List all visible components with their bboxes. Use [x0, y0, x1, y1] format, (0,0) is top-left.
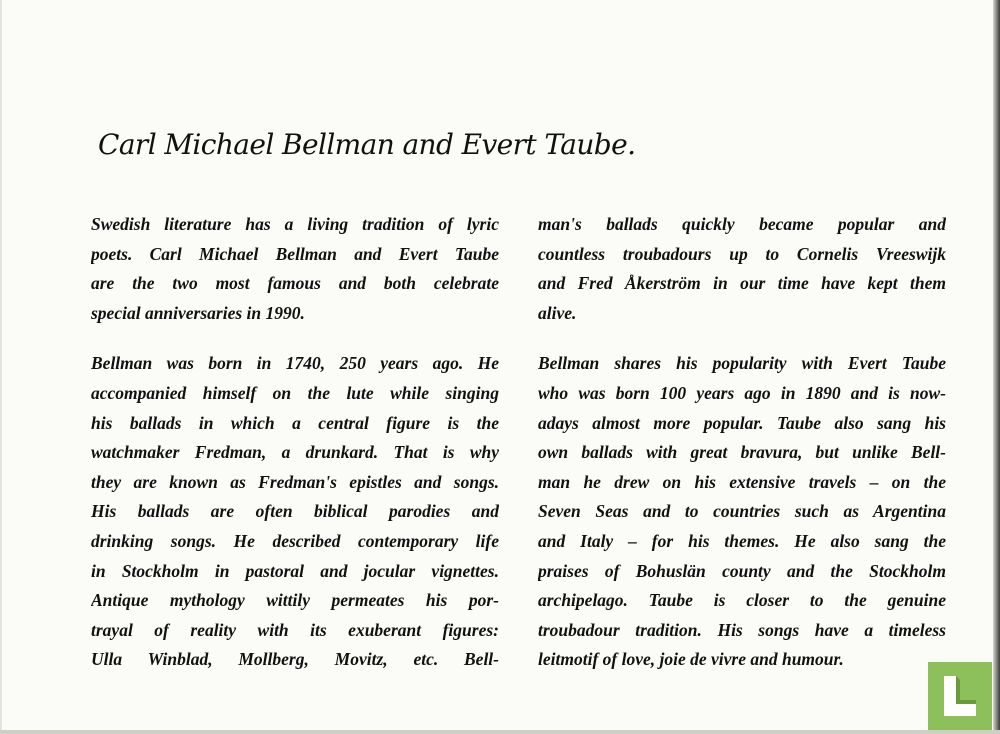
- right-column: [538, 210, 946, 675]
- text-line: troubadour tradition. His songs have a timeless: [538, 619, 946, 640]
- text-line: alive.: [538, 302, 577, 323]
- text-line: Bellman shares his popularity with Evert Taube: [538, 353, 946, 374]
- text-line: accompanied himself on the lute while singing: [91, 382, 499, 403]
- text-line: His ballads are often biblical parodies and: [91, 501, 499, 522]
- text-line: own ballads with great bravura, but unlike Bell-: [538, 442, 946, 463]
- letter-l-logo-icon: [942, 674, 978, 718]
- scan-left-edge: [0, 0, 2, 734]
- text-line: Swedish literature has a living tradition of lyric: [91, 214, 499, 234]
- text-line: Seven Seas and to countries such as Argentina: [538, 501, 946, 522]
- text-line: special anniversaries in 1990.: [91, 302, 305, 323]
- text-line: man's ballads quickly became popular and: [538, 214, 946, 234]
- text-line: poets. Carl Michael Bellman and Evert Taube: [91, 243, 499, 264]
- text-line: drinking songs. He described contemporary life: [91, 530, 499, 551]
- text-line: leitmotif of love, joie de vivre and humour.: [538, 649, 844, 670]
- scan-bottom-edge: [0, 730, 1000, 734]
- text-line: man he drew on his extensive travels – on the: [538, 471, 946, 492]
- text-line: and Italy – for his themes. He also sang the: [538, 530, 946, 551]
- page-title: Carl Michael Bellman and Evert Taube.: [98, 128, 636, 161]
- text-line: Bellman was born in 1740, 250 years ago. He: [91, 353, 499, 374]
- text-line: trayal of reality with its exuberant figures:: [91, 619, 499, 640]
- text-line: Ulla Winblad, Mollberg, Movitz, etc. Bell-: [91, 649, 499, 670]
- paragraph-2: [91, 349, 499, 675]
- text-line: are the two most famous and both celebrate: [91, 273, 499, 294]
- paragraph-3: [538, 210, 946, 328]
- text-line: adays almost more popular. Taube also sang his: [538, 412, 946, 433]
- watermark-logo: [928, 662, 992, 730]
- text-line: countless troubadours up to Cornelis Vreeswijk: [538, 243, 946, 264]
- text-line: in Stockholm in pastoral and jocular vignettes.: [91, 560, 499, 581]
- text-line: Antique mythology wittily permeates his por-: [91, 590, 499, 611]
- text-line: praises of Bohuslän county and the Stockholm: [538, 560, 946, 581]
- paragraph-4: [538, 349, 946, 675]
- paragraph-1: [91, 210, 499, 328]
- text-line: his ballads in which a central figure is the: [91, 412, 499, 433]
- scan-right-edge: [993, 0, 1000, 734]
- text-line: watchmaker Fredman, a drunkard. That is why: [91, 442, 499, 463]
- text-line: who was born 100 years ago in 1890 and is now-: [538, 382, 946, 403]
- text-line: they are known as Fredman's epistles and songs.: [91, 471, 499, 492]
- left-column: [91, 210, 499, 675]
- text-line: archipelago. Taube is closer to the genuine: [538, 590, 946, 611]
- text-line: and Fred Åkerström in our time have kept them: [538, 273, 946, 294]
